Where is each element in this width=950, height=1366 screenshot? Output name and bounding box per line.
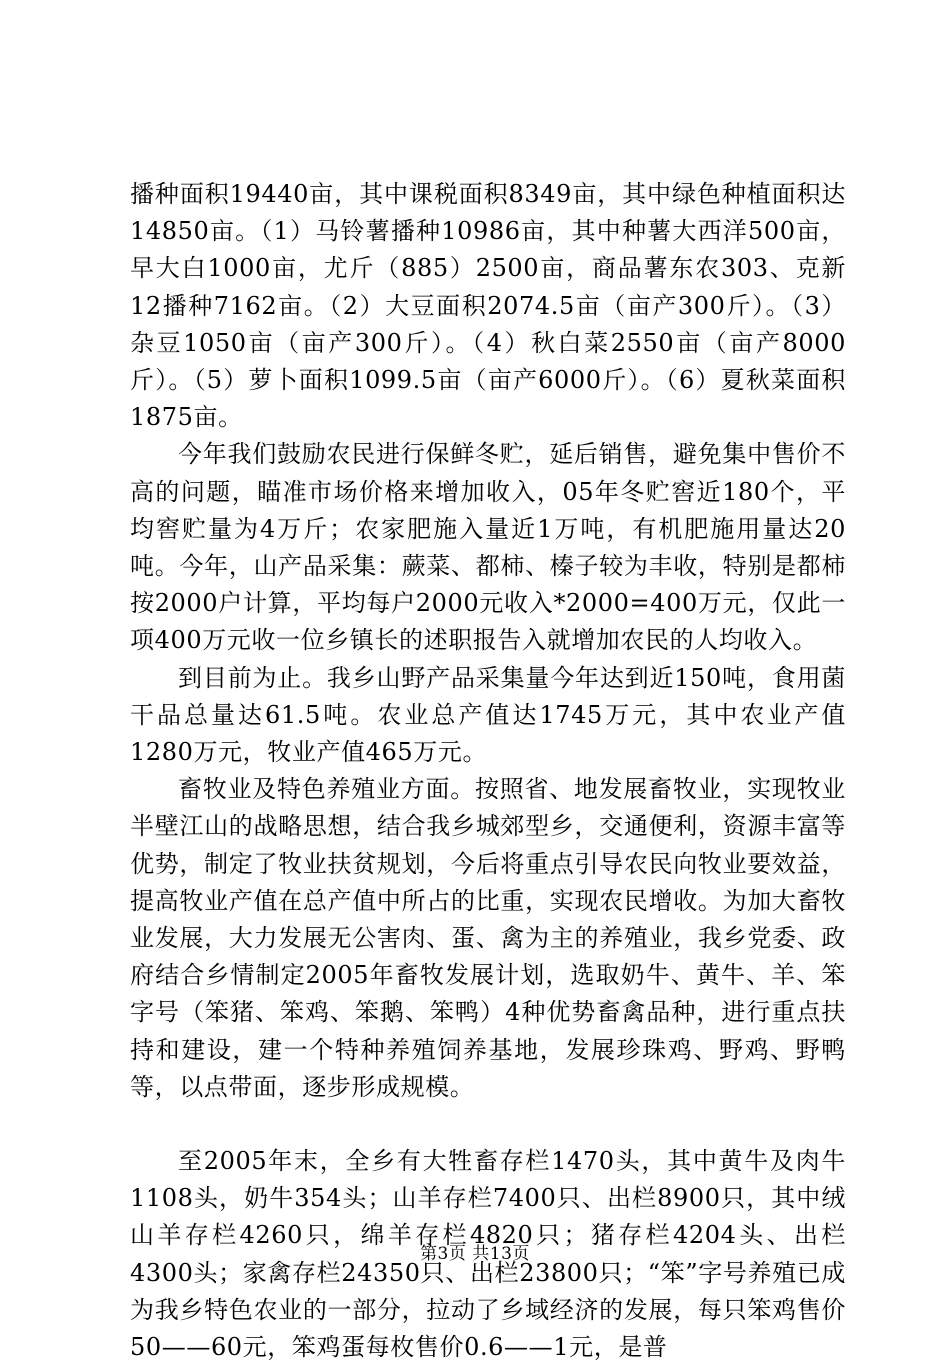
paragraph-planting-area: 播种面积19440亩，其中课税面积8349亩，其中绿色种植面积达14850亩。（1）马铃薯播种10986亩，其中种薯大西洋500亩，早大白1000亩，尤斤（885）2500亩，商品薯东农303、克新12播种7162亩。（2）大豆面积2074.5亩（亩产300斤）。（3）杂豆1050亩（亩产300斤）。（4）秋白菜2550亩（亩产8000斤）。（5）萝卜面积1099.5亩（亩产6000斤）。（6）夏秋菜面积1875亩。 — [130, 180, 846, 432]
page-footer — [0, 1243, 950, 1265]
paragraph-output-value: 到目前为止。我乡山野产品采集量今年达到近150吨，食用菌干品总量达61.5吨。农业总产值达1745万元，其中农业产值1280万元，牧业产值465万元。 — [130, 663, 846, 767]
paragraph-livestock-plan: 畜牧业及特色养殖业方面。按照省、地发展畜牧业，实现牧业半壁江山的战略思想，结合我乡城郊型乡，交通便利，资源丰富等优势，制定了牧业扶贫规划，今后将重点引导农民向牧业要效益，提高牧业产值在总产值中所占的比重，实现农民增收。为加大畜牧业发展，大力发展无公害肉、蛋、禽为主的养殖业，我乡党委、政府结合乡情制定2005年畜牧发展计划，选取奶牛、黄牛、羊、笨字号（笨猪、笨鸡、笨鹅、笨鸭）4种优势畜禽品种，进行重点扶持和建设，建一个特种养殖饲养基地，发展珍珠鸡、野鸡、野鸭等，以点带面，逐步形成规模。 — [130, 775, 846, 1101]
page-number-label: 第3页 共13页 — [420, 1244, 530, 1264]
document-body — [130, 176, 846, 1366]
paragraph-livestock-stats: 至2005年末，全乡有大牲畜存栏1470头，其中黄牛及肉牛1108头，奶牛354头；山羊存栏7400只、出栏8900只，其中绒山羊存栏4260只，绵羊存栏4820只；猪存栏4204头、出栏4300头；家禽存栏24350只、出栏23800只；“笨”字号养殖已成为我乡特色农业的一部分，拉动了乡域经济的发展，每只笨鸡售价50——60元，笨鸡蛋每枚售价0.6——1元，是普 — [130, 1147, 846, 1362]
paragraph-storage-income: 今年我们鼓励农民进行保鲜冬贮，延后销售，避免集中售价不高的问题，瞄准市场价格来增加收入，05年冬贮窖近180个，平均窖贮量为4万斤；农家肥施入量近1万吨，有机肥施用量达20吨。今年，山产品采集：蕨菜、都柿、榛子较为丰收，特别是都柿按2000户计算，平均每户2000元收入*2000=400万元，仅此一项400万元收一位乡镇长的述职报告入就增加农民的人均收入。 — [130, 440, 846, 655]
